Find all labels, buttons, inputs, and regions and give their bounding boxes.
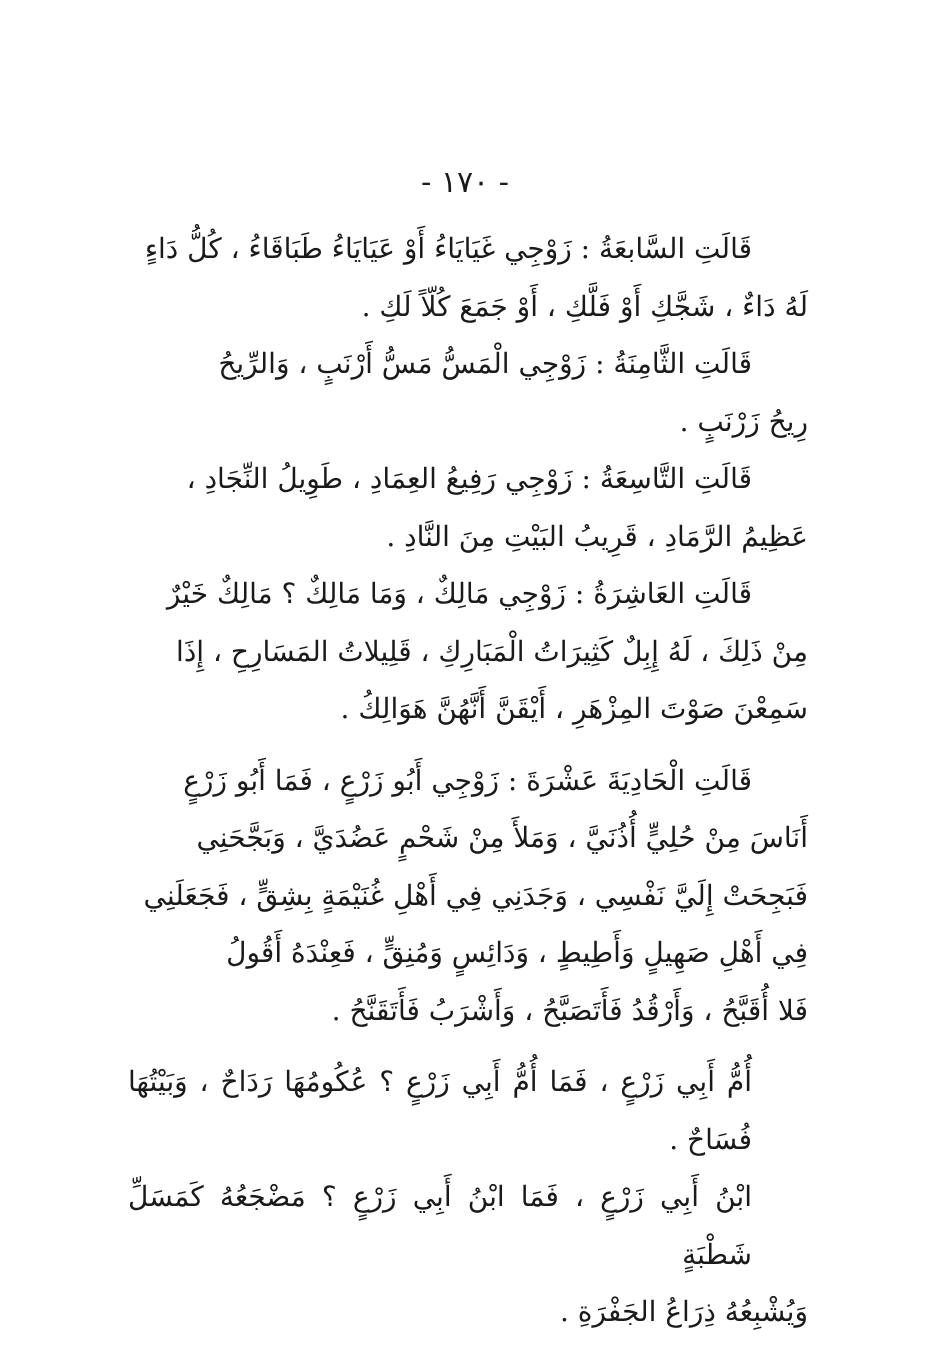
paragraph-eleventh-wife: [128, 752, 808, 1040]
text-line: قَالَتِ التَّاسِعَةُ : زَوْجِي رَفِيعُ العِمَادِ ، طَوِيلُ النِّجَادِ ،: [186, 462, 752, 495]
text-line: لَهُ دَاءٌ ، شَجَّكِ أَوْ فَلَّكِ ، أَوْ جَمَعَ كُلّاً لَكِ .: [361, 289, 808, 323]
text-line: أُمُّ أَبِي زَرْعٍ ، فَمَا أُمُّ أَبِي زَرْعٍ ؟ عُكُومُهَا رَدَاحٌ ، وَبَيْتُهَا فُسَاحٌ .: [128, 1065, 752, 1156]
text-line: قَالَتِ العَاشِرَةُ : زَوْجِي مَالِكٌ ، وَمَا مَالِكٌ ؟ مَالِكٌ خَيْرٌ: [166, 577, 752, 610]
text-line: وَيُشْبِعُهُ ذِرَاعُ الجَفْرَةِ .: [559, 1295, 808, 1328]
paragraph-seventh-wife: [128, 220, 808, 335]
text-line: قَالَتِ السَّابعَةُ : زَوْجِي غَيَايَاءُ أَوْ عَيَايَاءُ طَبَاقَاءُ ، كُلُّ دَاءٍ: [144, 232, 752, 265]
page-body: [128, 220, 808, 1341]
text-line: قَالَتِ الْحَادِيَةَ عَشْرَةَ : زَوْجِي أَبُو زَرْعٍ ، فَمَا أَبُو زَرْعٍ: [183, 763, 752, 797]
paragraph-ninth-wife: [128, 450, 808, 565]
text-line: فَبَجِحَتْ إِلَيَّ نَفْسِي ، وَجَدَنِي فِي أَهْلِ غُنَيْمَةٍ بِشِقٍّ ، فَجَعَلَنِي: [143, 878, 808, 912]
paragraph-abu-zar-family: [128, 1053, 808, 1341]
text-line: أَنَاسَ مِنْ حُلِيٍّ أُذُنَيَّ ، وَمَلأَ مِنْ شَحْمٍ عَضُدَيَّ ، وَبَجَّحَنِي: [196, 821, 808, 854]
text-line: سَمِعْنَ صَوْتَ المِزْهَرِ ، أَيْقَنَّ أَنَّهُنَّ هَوَالِكُ .: [340, 692, 808, 725]
paragraph-tenth-wife: [128, 565, 808, 738]
text-line: ابْنُ أَبِي زَرْعٍ ، فَمَا ابْنُ أَبِي زَرْعٍ ؟ مَضْجَعُهُ كَمَسَلِّ شَطْبَةٍ: [128, 1180, 752, 1271]
paragraph-eighth-wife: [128, 335, 808, 450]
text-line: فِي أَهْلِ صَهِيلٍ وَأَطِيطٍ ، وَدَائِسٍ وَمُنِقٍّ ، فَعِنْدَهُ أَقُولُ: [226, 936, 808, 969]
text-line: رِيحُ زَرْنَبٍ .: [679, 404, 808, 438]
page-number: - ١٧٠ -: [421, 165, 509, 200]
text-line: مِنْ ذَلِكَ ، لَهُ إِبِلٌ كَثِيرَاتُ الْمَبَارِكِ ، قَلِيلاتُ المَسَارِحِ ، إِذَا: [176, 634, 808, 668]
text-line: قَالَتِ الثَّامِنَةُ : زَوْجِي الْمَسُّ مَسُّ أَرْنَبٍ ، وَالرِّيحُ: [218, 347, 752, 380]
text-line: عَظِيمُ الرَّمَادِ ، قَرِيبُ البَيْتِ مِنَ النَّادِ .: [386, 519, 808, 553]
text-line: فَلا أُقَبَّحُ ، وَأَرْقُدُ فَأَتَصَبَّحُ ، وَأَشْرَبُ فَأَتَقَنَّحُ .: [331, 993, 808, 1027]
